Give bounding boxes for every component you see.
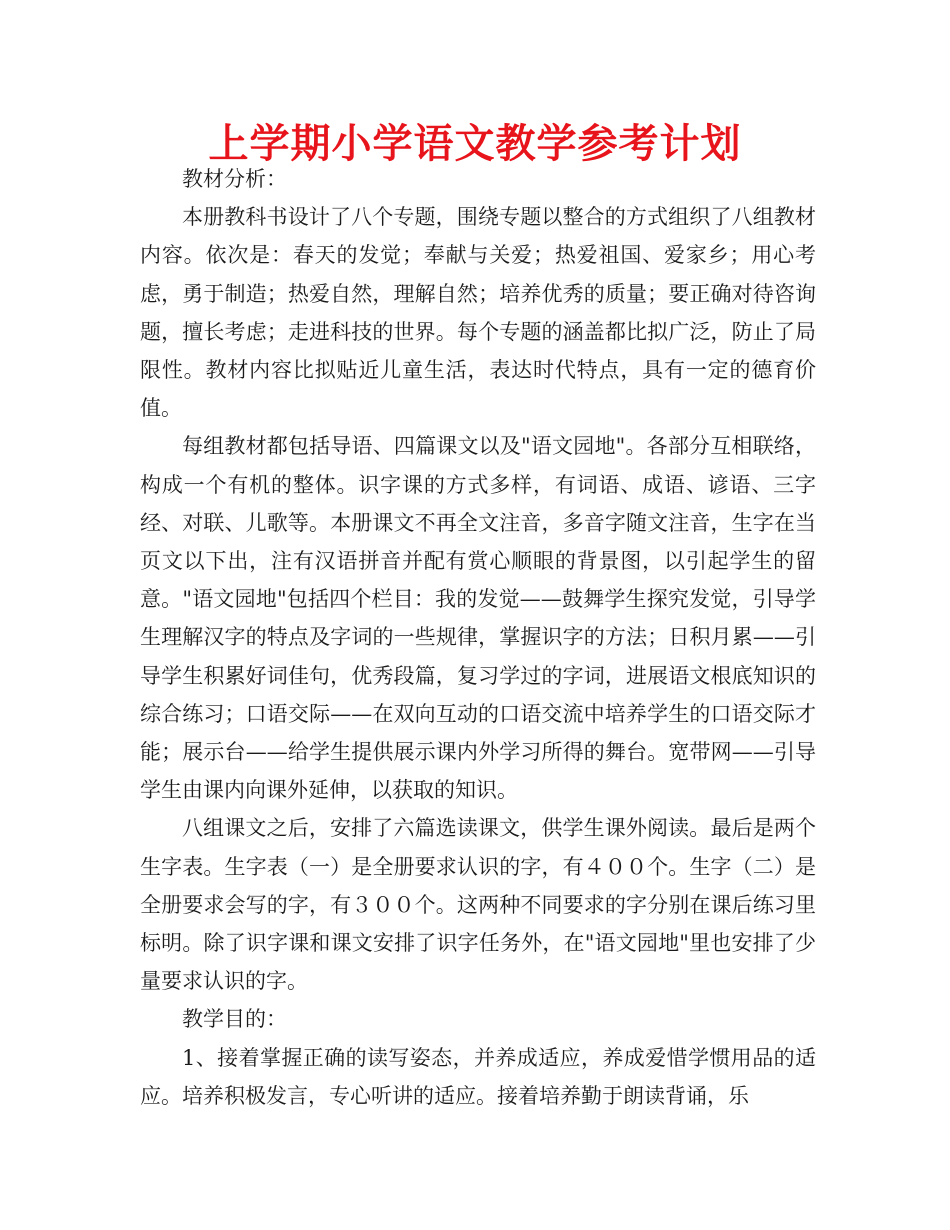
paragraph-reading-lists: 八组课文之后，安排了六篇选读课文，供学生课外阅读。最后是两个生字表。生字表（一）是全册要求认识的字，有４００个。生字（二）是全册要求会写的字，有３００个。这两种不同要求的字分别在课后练习里标明。除了识字课和课文安排了识字任务外，在"语文园地"里也安排了少量要求认识的字。 xyxy=(140,816,816,994)
section-heading-goals: 教学目的： xyxy=(182,1007,287,1032)
document-body xyxy=(140,160,816,1115)
paragraph-goal-1: 1、接着掌握正确的读写姿态，并养成适应，养成爱惜学惯用品的适应。培养积极发言，专心听讲的适应。接着培养勤于朗读背诵，乐 xyxy=(140,1045,816,1108)
paragraph-topics: 本册教科书设计了八个专题，围绕专题以整合的方式组织了八组教材内容。依次是：春天的发觉；奉献与关爱；热爱祖国、爱家乡；用心考虑，勇于制造；热爱自然，理解自然；培养优秀的质量；要正确对待咨询题，擅长考虑；走进科技的世界。每个专题的涵盖都比拟广泛，防止了局限性。教材内容比拟贴近儿童生活，表达时代特点，具有一定的德育价值。 xyxy=(140,205,816,421)
paragraph-structure: 每组教材都包括导语、四篇课文以及"语文园地"。各部分互相联络，构成一个有机的整体。识字课的方式多样，有词语、成语、谚语、三字经、对联、儿歌等。本册课文不再全文注音，多音字随文注音，生字在当页文以下出，注有汉语拼音并配有赏心顺眼的背景图，以引起学生的留意。"语文园地"包括四个栏目：我的发觉——鼓舞学生探究发觉，引导学生理解汉字的特点及字词的一些规律，掌握识字的方法；日积月累——引导学生积累好词佳句，优秀段篇，复习学过的字词，进展语文根底知识的综合练习；口语交际——在双向互动的口语交流中培养学生的口语交际才能；展示台——给学生提供展示课内外学习所得的舞台。宽带网——引导学生由课内向课外延伸，以获取的知识。 xyxy=(140,434,816,803)
page-title: 上学期小学语文教学参考计划 xyxy=(208,121,742,167)
section-heading-materials: 教材分析： xyxy=(182,167,287,191)
